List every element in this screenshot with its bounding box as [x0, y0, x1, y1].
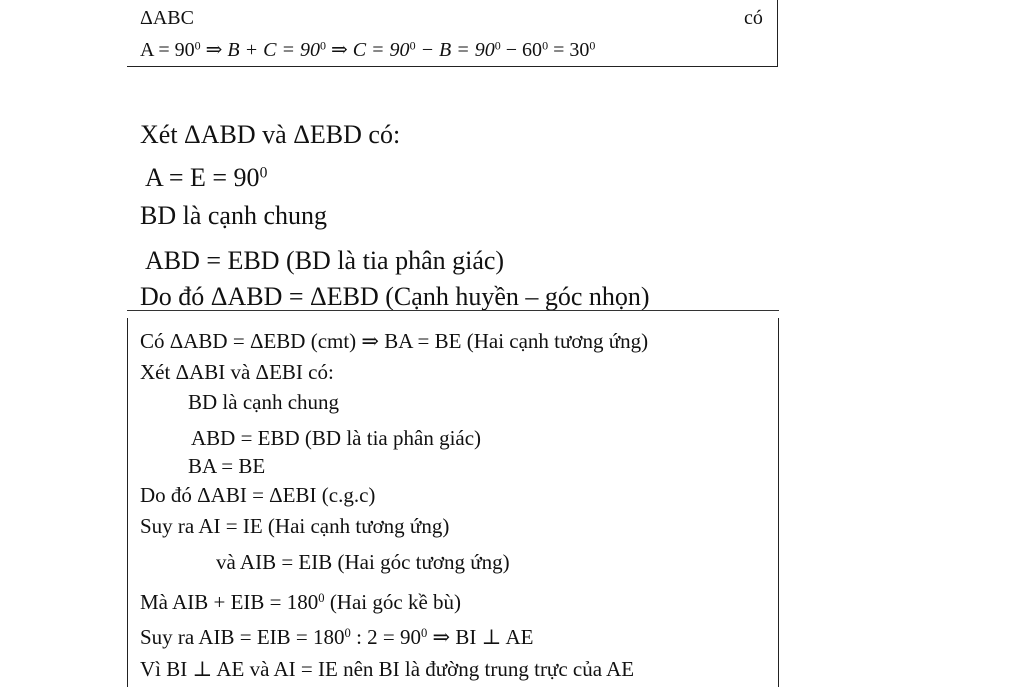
proof-line-3: BD là cạnh chung	[188, 390, 340, 414]
proof-line-8: và AIB = EIB (Hai góc tương ứng)	[216, 550, 510, 574]
angle-sum-line: $A = 90^0$ ⇒ $B + C = 90^0$ ⇒ $C = 90^0 - B = 90^0 - 60^0 = 30^0$	[140, 38, 596, 61]
implies-2: ⇒	[330, 39, 348, 61]
proof-line-4: ABD = EBD (BD là tia phân giác)	[191, 426, 482, 450]
proof-line-2: Xét ΔABI và ΔEBI có:	[140, 360, 334, 384]
co-label: có	[744, 7, 763, 29]
bisector-line: ABD = EBD (BD là tia phân giác)	[145, 246, 505, 275]
angle-a: A = 90	[140, 39, 195, 61]
proof-line-10: Suy ra AIB = EIB = $180^0$ : $2 = 90^0$ ⇒ BI ⊥ AE	[140, 625, 534, 649]
section-divider	[127, 310, 779, 311]
right-angles-line: $A = E = 90^0$	[145, 163, 268, 192]
congruence-conclusion: Do đó ΔABD = ΔEBD (Cạnh huyền – góc nhọn)	[140, 282, 650, 311]
angle-c: C = 90	[352, 39, 410, 61]
triangle-abc-label: ΔABC	[140, 7, 194, 29]
proof-line-7: Suy ra AI = IE (Hai cạnh tương ứng)	[140, 514, 450, 538]
implies-1: ⇒	[205, 39, 223, 61]
angle-bc: B + C = 90	[227, 39, 320, 61]
proof-line-11: Vì BI ⊥ AE và AI = IE nên BI là đường trung trực của AE	[140, 657, 635, 681]
proof-line-1: Có ΔABD = ΔEBD (cmt) ⇒ BA = BE (Hai cạnh tương ứng)	[140, 329, 649, 353]
proof-line-5: BA = BE	[188, 454, 266, 478]
proof-line-9: Mà AIB + EIB = $180^0$ (Hai góc kề bù)	[140, 590, 462, 614]
proof-line-6: Do đó ΔABI = ΔEBI (c.g.c)	[140, 483, 376, 507]
consider-abd-ebd: Xét ΔABD và ΔEBD có:	[140, 120, 401, 149]
common-side-line: BD là cạnh chung	[140, 201, 328, 230]
